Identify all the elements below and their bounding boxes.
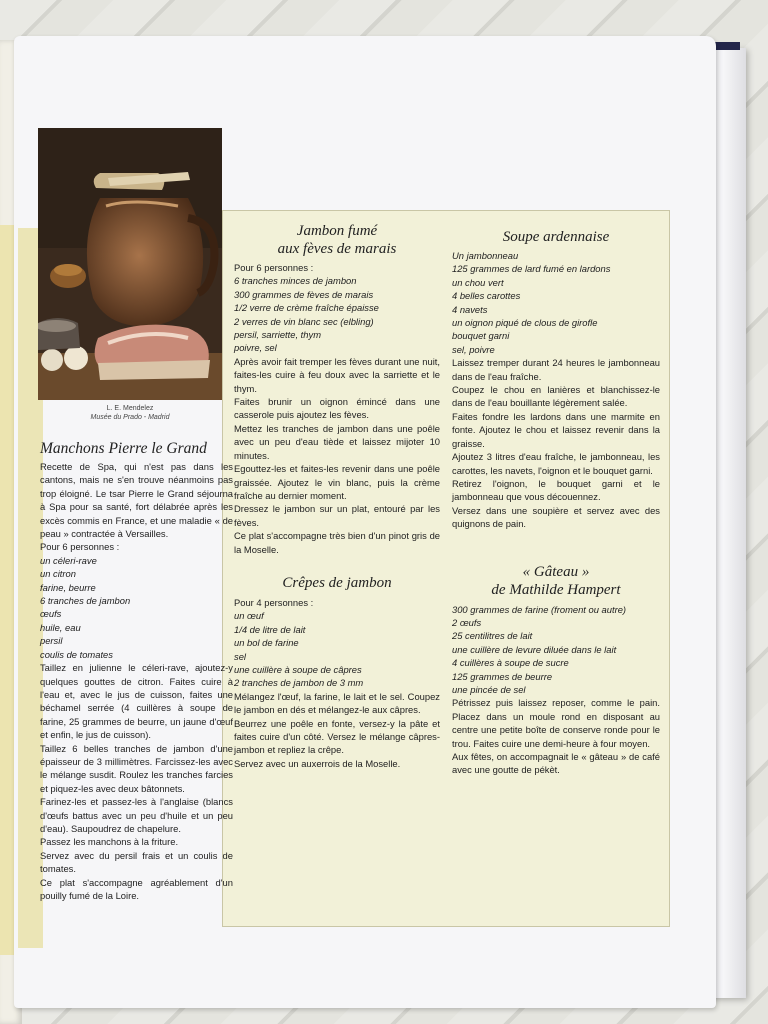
ingredient: sel, poivre <box>452 343 495 355</box>
still-life-painting <box>38 128 222 400</box>
ingredient: 6 tranches de jambon <box>40 595 131 607</box>
recipe-intro: Recette de Spa, qui n'est pas dans les cantons, mais ne s'en trouve néanmoins pas trop éloigné. Le tsar Pierre le Grand séjourna à Spa pour sa santé, fort délabrée après les excès commis en France, et une maladie « de peau » contractée à Versailles. <box>40 461 233 540</box>
recipe-manchons <box>40 440 233 902</box>
recipe-step: Passez les manchons à la friture. <box>40 836 179 848</box>
ingredient: un œuf <box>234 610 264 622</box>
recipe-step: Ce plat s'accompagne agréablement d'un pouilly fumé de la Loire. <box>40 876 233 901</box>
ingredient: un céleri-rave <box>40 554 97 566</box>
ingredient: persil <box>40 635 63 647</box>
ingredient: huile, eau <box>40 621 81 633</box>
recipe-serves: Pour 6 personnes : <box>40 541 120 553</box>
ingredient: 2 verres de vin blanc sec (elbling) <box>234 315 374 327</box>
recipe-step: Mettez les tranches de jambon dans une poêle avec un peu d'eau tiède et laissez mijoter 10 minutes. <box>234 422 440 461</box>
ingredient: sel <box>234 650 246 662</box>
ingredient: une cuillère à soupe de câpres <box>234 663 362 675</box>
ingredient: 4 cuillères à soupe de sucre <box>452 657 569 669</box>
ingredient: 300 grammes de farine (froment ou autre) <box>452 603 627 615</box>
recipe-step: Taillez en julienne le céleri-rave, ajoutez-y quelques gouttes de citron. Faites cuire à l'eau et, avec le jus de cuisson, faites une béchamel serrée (4 cuillères à soupe de farine, 25 grammes de beurre, un jaune d'œuf et enfin, le jus de cuisson). <box>40 662 233 741</box>
recipe-title: « Gâteau » <box>522 563 590 580</box>
recipe-step: Après avoir fait tremper les fèves durant une nuit, faites-les cuire à feu doux avec la sarriette et le thym. <box>234 355 440 394</box>
ingredient: 1/2 verre de crème fraîche épaisse <box>234 302 379 314</box>
recipe-step: Faites brunir un oignon émincé dans une casserole puis ajoutez les fèves. <box>234 396 440 421</box>
ingredient: 300 grammes de fèves de marais <box>234 288 374 300</box>
recipe-step: Coupez le chou en lanières et blanchissez-le dans de l'eau bouillante légèrement salée. <box>452 384 660 409</box>
ingredient: 2 tranches de jambon de 3 mm <box>234 677 364 689</box>
recipe-step: Beurrez une poêle en fonte, versez-y la pâte et faites cuire d'un côté. Versez le mélange câpres-jambon et repliez la crêpe. <box>234 717 440 756</box>
recipe-title: Soupe ardennaise <box>502 229 610 245</box>
recipe-title: de Mathilde Hampert <box>491 581 621 598</box>
recipe-step: Ajoutez 3 litres d'eau fraîche, le jambonneau, les carottes, les navets, l'oignon et le bouquet garni. <box>452 451 660 476</box>
recipe-title: Manchons Pierre le Grand <box>40 440 207 457</box>
recipe-title: aux fèves de marais <box>277 241 397 257</box>
ingredient: œufs <box>40 608 62 620</box>
recipe-step: Ce plat s'accompagne très bien d'un pinot gris de la Moselle. <box>234 530 440 555</box>
ingredient: un chou vert <box>452 276 504 288</box>
ingredient: poivre, sel <box>234 342 277 354</box>
recipe-step: Egouttez-les et faites-les revenir dans une poêle graissée. Ajoutez le vin blanc, puis la crème fraîche au dernier moment. <box>234 463 440 501</box>
recipe-step: Retirez l'oignon, le bouquet garni et le jambonneau que vous découennez. <box>452 477 660 503</box>
ingredient: 1/4 de litre de lait <box>234 623 306 635</box>
ingredient: 4 belles carottes <box>452 290 521 302</box>
ingredient: persil, sarriette, thym <box>234 329 322 341</box>
recipe-step: Dressez le jambon sur un plat, entouré par les fèves. <box>234 503 440 528</box>
recipe-title: Crêpes de jambon <box>282 574 392 591</box>
painting-image <box>38 128 222 400</box>
recipe-soupe-ardennaise <box>452 228 660 777</box>
recipe-serves: Pour 6 personnes : <box>234 262 314 273</box>
painting-location: Musée du Prado - Madrid <box>90 414 170 421</box>
ingredient: Un jambonneau <box>452 250 519 261</box>
ingredient: une cuillère de levure diluée dans le lait <box>452 643 617 655</box>
recipe-step: Laissez tremper durant 24 heures le jambonneau dans de l'eau fraîche. <box>452 357 660 382</box>
ingredient: 25 centilitres de lait <box>452 630 533 642</box>
ingredient: un bol de farine <box>234 637 299 649</box>
recipe-step: Servez avec un auxerrois de la Moselle. <box>234 757 401 769</box>
painting-artist: L. E. Mendelez <box>106 405 154 412</box>
recipe-step: Servez avec du persil frais et un coulis de tomates. <box>40 849 233 875</box>
recipe-step: Farinez-les et passez-les à l'anglaise (blancs d'œufs battus avec un peu d'huile et un peu d'eau). Saupoudrez de chapelure. <box>40 796 233 834</box>
ingredient: coulis de tomates <box>40 648 113 660</box>
recipe-step: Aux fêtes, on accompagnait le « gâteau » de café avec une goutte de pékèt. <box>452 751 660 776</box>
ingredient: 6 tranches minces de jambon <box>234 275 357 287</box>
ingredient: un citron <box>40 568 76 580</box>
ingredient: 2 œufs <box>452 616 482 628</box>
painting-caption <box>38 404 222 422</box>
ingredient: 125 grammes de beurre <box>452 670 553 682</box>
ingredient: 4 navets <box>452 303 488 315</box>
recipe-step: Pétrissez puis laissez reposer, comme le pain. Placez dans un moule rond en disposant au centre une petite boîte de conserve ronde pour le trou. Faites cuire une demi-heure à four moyen. <box>452 697 660 749</box>
ingredient: une pincée de sel <box>452 683 526 695</box>
ingredient: un oignon piqué de clous de girofle <box>452 317 598 329</box>
ingredient: farine, beurre <box>40 581 96 593</box>
recipe-step: Taillez 6 belles tranches de jambon d'une épaisseur de 3 millimètres. Farcissez-les avec le mélange susdit. Roulez les tranches farcies et piquez-les avec deux bâtonnets. <box>40 742 233 794</box>
recipe-jambon-fume <box>234 222 440 770</box>
ingredient: bouquet garni <box>452 330 510 342</box>
recipe-step: Versez dans une soupière et servez avec des quignons de pain. <box>452 504 660 530</box>
recipe-serves: Pour 4 personnes : <box>234 596 314 608</box>
recipe-step: Mélangez l'œuf, la farine, le lait et le sel. Coupez le jambon en dés et mélangez-le aux câpres. <box>234 690 440 716</box>
ingredient: 125 grammes de lard fumé en lardons <box>452 263 611 275</box>
recipe-title: Jambon fumé <box>296 223 378 239</box>
recipe-step: Faites fondre les lardons dans une marmite en fonte. Ajoutez le chou et laissez revenir dans la graisse. <box>452 410 660 449</box>
